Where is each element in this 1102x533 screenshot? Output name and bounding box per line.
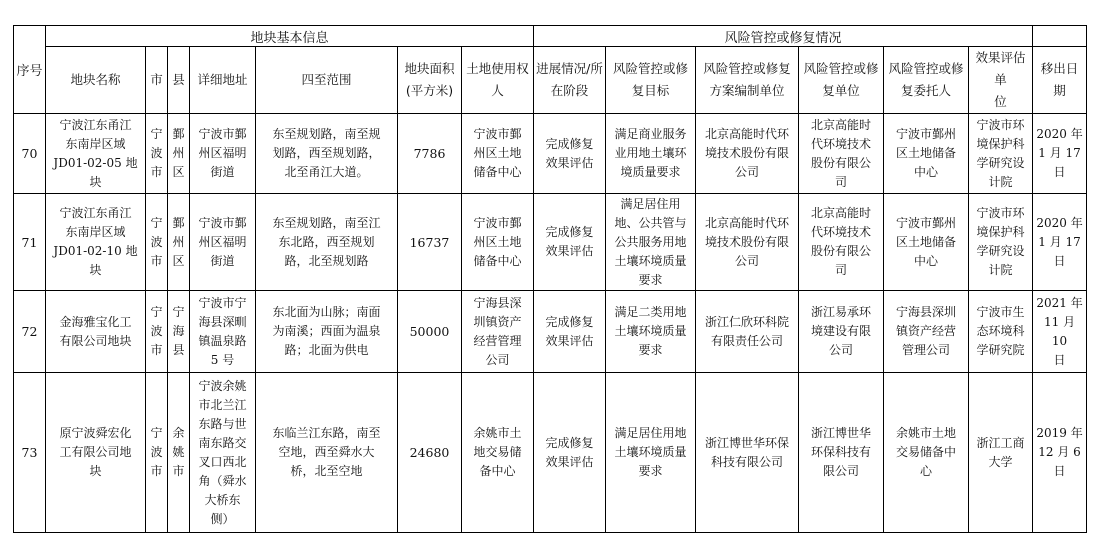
cell-county: 鄞 州 区: [168, 194, 190, 291]
header-stage: 进展情况/所 在阶段: [534, 47, 606, 114]
header-goal: 风险管控或修 复目标: [606, 47, 696, 114]
cell-seq: 72: [14, 291, 46, 373]
cell-executor: 浙江博世华 环保科技有 限公司: [799, 373, 884, 533]
table-row: [14, 291, 1087, 373]
cell-planner: 北京高能时代环 境技术股份有限 公司: [696, 114, 799, 194]
cell-stage: 完成修复 效果评估: [534, 114, 606, 194]
cell-bounds: 东北面为山脉；南面 为南溪；西面为温泉 路；北面为供电: [256, 291, 398, 373]
header-address: 详细地址: [190, 47, 256, 114]
cell-planner: 北京高能时代环 境技术股份有限 公司: [696, 194, 799, 291]
column-header-row: [14, 47, 1087, 114]
table-row: [14, 194, 1087, 291]
header-bounds: 四至范围: [256, 47, 398, 114]
header-city: 市: [146, 47, 168, 114]
cell-city: 宁 波 市: [146, 114, 168, 194]
header-exit-date: 移出日期: [1033, 47, 1087, 114]
cell-county: 余 姚 市: [168, 373, 190, 533]
cell-executor: 北京高能时 代环境技术 股份有限公 司: [799, 194, 884, 291]
cell-goal: 满足居住用 地、公共管与 公共服务用地 土壤环境质量 要求: [606, 194, 696, 291]
cell-seq: 71: [14, 194, 46, 291]
header-county: 县: [168, 47, 190, 114]
cell-stage: 完成修复 效果评估: [534, 194, 606, 291]
cell-county: 宁 海 县: [168, 291, 190, 373]
cell-address: 宁波市鄞 州区福明 街道: [190, 194, 256, 291]
cell-evaluator: 宁波市环 境保护科 学研究设 计院: [969, 114, 1033, 194]
header-seq: 序号: [14, 26, 46, 114]
cell-evaluator: 宁波市环 境保护科 学研究设 计院: [969, 194, 1033, 291]
cell-evaluator: 浙江工商 大学: [969, 373, 1033, 533]
cell-area: 16737: [398, 194, 462, 291]
group-risk-control: 风险管控或修复情况: [534, 26, 1033, 47]
cell-stage: 完成修复 效果评估: [534, 291, 606, 373]
cell-owner: 余姚市土 地交易储 备中心: [462, 373, 534, 533]
cell-executor: 浙江易承环 境建设有限 公司: [799, 291, 884, 373]
cell-city: 宁 波 市: [146, 373, 168, 533]
table-wrapper: [13, 25, 1087, 533]
cell-bounds: 东至规划路，南至规 划路，西至规划路， 北至甬江大道。: [256, 114, 398, 194]
cell-exit-date: 2019 年 12 月 6 日: [1033, 373, 1087, 533]
header-owner: 土地使用权 人: [462, 47, 534, 114]
cell-bounds: 东临兰江东路，南至 空地，西至舜水大 桥，北至空地: [256, 373, 398, 533]
cell-owner: 宁波市鄞 州区土地 储备中心: [462, 194, 534, 291]
cell-exit-date: 2020 年 1 月 17 日: [1033, 114, 1087, 194]
cell-city: 宁 波 市: [146, 291, 168, 373]
header-executor: 风险管控或修 复单位: [799, 47, 884, 114]
cell-name: 原宁波舜宏化 工有限公司地 块: [46, 373, 146, 533]
group-basic-info: 地块基本信息: [46, 26, 534, 47]
cell-goal: 满足居住用地 土壤环境质量 要求: [606, 373, 696, 533]
cell-address: 宁波市宁 海县深甽 镇温泉路 5 号: [190, 291, 256, 373]
cell-bounds: 东至规划路，南至江 东北路，西至规划 路，北至规划路: [256, 194, 398, 291]
table-row: [14, 114, 1087, 194]
header-name: 地块名称: [46, 47, 146, 114]
header-area: 地块面积 (平方米): [398, 47, 462, 114]
cell-goal: 满足二类用地 土壤环境质量 要求: [606, 291, 696, 373]
cell-county: 鄞 州 区: [168, 114, 190, 194]
cell-owner: 宁波市鄞 州区土地 储备中心: [462, 114, 534, 194]
cell-executor: 北京高能时 代环境技术 股份有限公 司: [799, 114, 884, 194]
cell-owner: 宁海县深 圳镇资产 经营管理 公司: [462, 291, 534, 373]
cell-city: 宁 波 市: [146, 194, 168, 291]
cell-goal: 满足商业服务 业用地土壤环 境质量要求: [606, 114, 696, 194]
cell-name: 金海雅宝化工 有限公司地块: [46, 291, 146, 373]
cell-planner: 浙江仁欣环科院 有限责任公司: [696, 291, 799, 373]
group-header-row: [14, 26, 1087, 47]
cell-name: 宁波江东甬江 东南岸区域 JD01-02-10 地 块: [46, 194, 146, 291]
table-row: [14, 373, 1087, 533]
header-planner: 风险管控或修复 方案编制单位: [696, 47, 799, 114]
cell-client: 余姚市土地 交易储备中 心: [884, 373, 969, 533]
cell-area: 7786: [398, 114, 462, 194]
header-evaluator: 效果评估单 位: [969, 47, 1033, 114]
cell-evaluator: 宁波市生 态环境科 学研究院: [969, 291, 1033, 373]
cell-seq: 73: [14, 373, 46, 533]
group-blank: [1033, 26, 1087, 47]
cell-planner: 浙江博世华环保 科技有限公司: [696, 373, 799, 533]
cell-client: 宁波市鄞州 区土地储备 中心: [884, 194, 969, 291]
cell-address: 宁波市鄞 州区福明 街道: [190, 114, 256, 194]
cell-name: 宁波江东甬江 东南岸区域 JD01-02-05 地 块: [46, 114, 146, 194]
remediation-register-table: [13, 25, 1087, 533]
cell-seq: 70: [14, 114, 46, 194]
header-client: 风险管控或修 复委托人: [884, 47, 969, 114]
cell-exit-date: 2021 年 11 月 10 日: [1033, 291, 1087, 373]
cell-area: 24680: [398, 373, 462, 533]
cell-area: 50000: [398, 291, 462, 373]
cell-address: 宁波余姚 市北兰江 东路与世 南东路交 叉口西北 角（舜水 大桥东 侧）: [190, 373, 256, 533]
cell-stage: 完成修复 效果评估: [534, 373, 606, 533]
cell-client: 宁海县深圳 镇资产经营 管理公司: [884, 291, 969, 373]
cell-exit-date: 2020 年 1 月 17 日: [1033, 194, 1087, 291]
cell-client: 宁波市鄞州 区土地储备 中心: [884, 114, 969, 194]
